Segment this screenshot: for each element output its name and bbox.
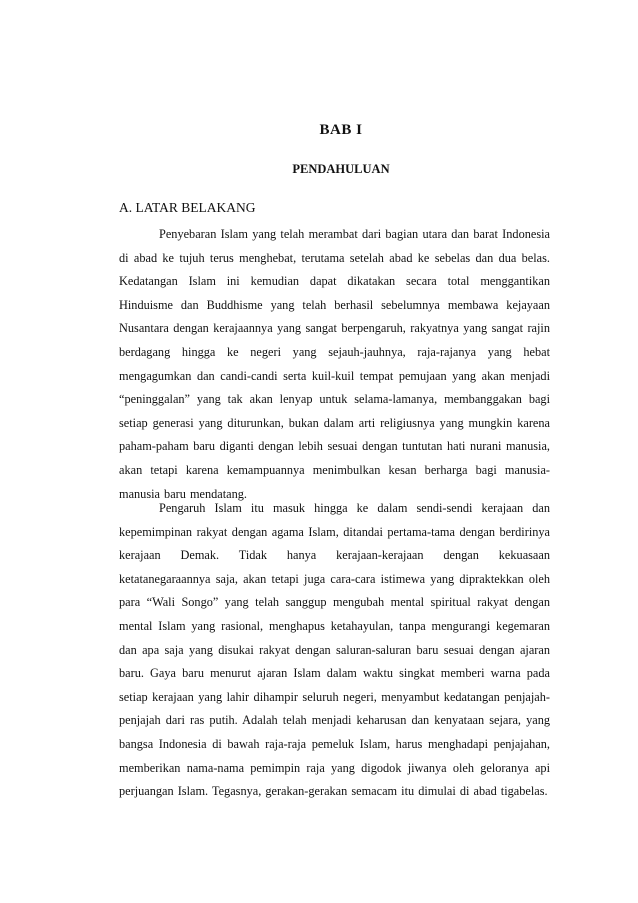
body-paragraph: Penyebaran Islam yang telah merambat dari bagian utara dan barat Indonesia di abad ke tujuh terus menghebat, terutama setelah abad ke sebelas dan dua belas. Kedatangan Islam ini kemudian dapat dikatakan secara total menggantikan Hinduisme dan Buddhisme yang telah berhasil sebelumnya membawa kejayaan Nusantara dengan kerajaannya yang sangat berpengaruh, rakyatnya yang sangat rajin berdagang hingga ke negeri yang sejauh-jauhnya, raja-rajanya yang hebat mengagumkan dan candi-candi serta kuil-kuil tempat pemujaan yang akan menjadi “peninggalan” yang tak akan lenyap untuk selama-lamanya, membanggakan bagi setiap generasi yang diturunkan, bukan dalam arti religiusnya yang mungkin karena paham-paham baru diganti dengan lebih sesuai dengan tuntutan hati nurani manusia, akan tetapi karena kemampuannya menimbulkan kesan berharga bagi manusia-manusia baru mendatang. — [119, 227, 550, 501]
section-heading: A. LATAR BELAKANG — [119, 200, 256, 215]
body-paragraph: Pengaruh Islam itu masuk hingga ke dalam sendi-sendi kerajaan dan kepemimpinan rakyat dengan agama Islam, ditandai pertama-tama dengan berdirinya kerajaan Demak. Tidak hanya kerajaan-kerajaan dengan kekuasaan ketatanegaraannya saja, akan tetapi juga cara-cara istimewa yang dipraktekkan oleh para “Wali Songo” yang telah sanggup mengubah mental spiritual rakyat dengan mental Islam yang rasional, menghapus ketahayulan, tanpa mengurangi kegemaran dan apa saja yang disukai rakyat dengan saluran-saluran baru sesuai dengan ajaran baru. Gaya baru menurut ajaran Islam dalam waktu singkat memberi warna pada setiap kerajaan yang lahir dihampir seluruh negeri, menyambut kedatangan penjajah-penjajah dari ras putih. Adalah telah menjadi keharusan dan kenyataan sejara, yang bangsa Indonesia di bawah raja-raja pemeluk Islam, harus menghadapi penjajahan, memberikan nama-nama pemimpin raja yang digodok jiwanya oleh geloranya api perjuangan Islam. Tegasnya, gerakan-gerakan semacam itu dimulai di abad tigabelas. — [119, 501, 550, 799]
chapter-subtitle: PENDAHULUAN — [292, 162, 390, 176]
chapter-title: BAB I — [319, 122, 363, 138]
